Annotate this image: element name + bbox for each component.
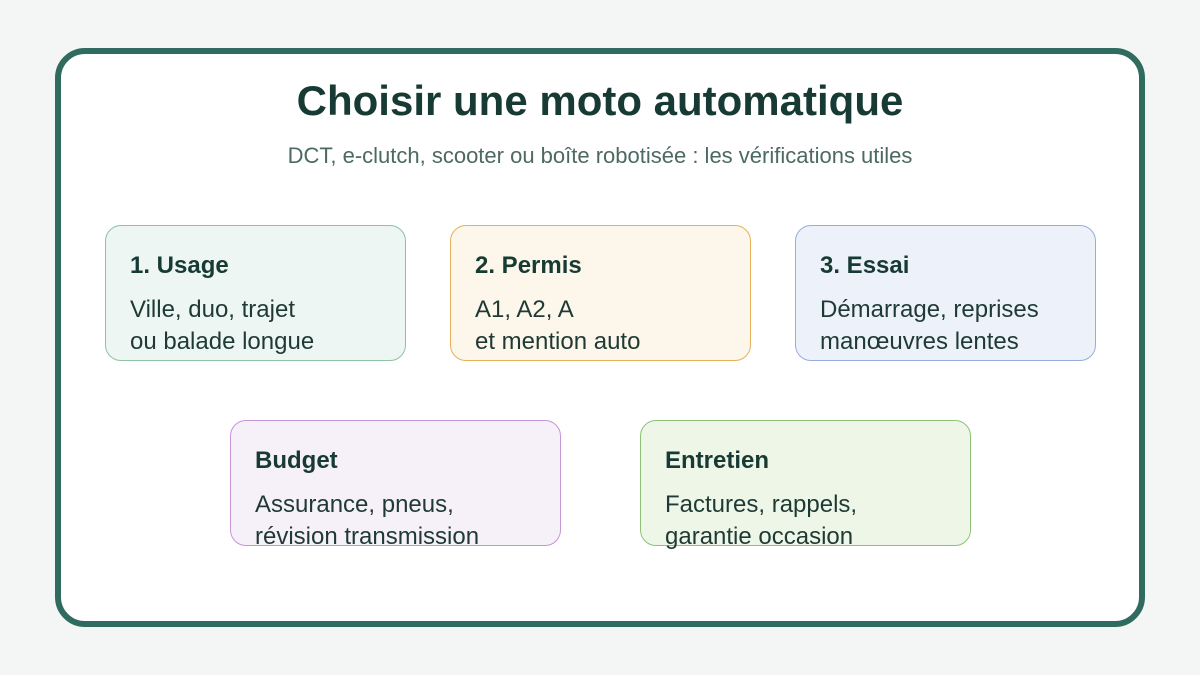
card-budget-line-2: révision transmission bbox=[255, 523, 480, 550]
card-budget bbox=[230, 420, 561, 550]
card-permis-title: 2. Permis bbox=[475, 252, 582, 279]
page-subtitle: DCT, e-clutch, scooter ou boîte robotisée : les vérifications utiles bbox=[287, 143, 913, 168]
card-usage-title: 1. Usage bbox=[130, 252, 229, 279]
card-usage-line-2: ou balade longue bbox=[130, 328, 315, 355]
card-entretien-line-1: Factures, rappels, bbox=[665, 491, 858, 518]
page-title: Choisir une moto automatique bbox=[296, 77, 904, 124]
card-permis bbox=[450, 225, 751, 361]
card-usage-line-1: Ville, duo, trajet bbox=[130, 296, 295, 323]
card-budget-line-1: Assurance, pneus, bbox=[255, 491, 454, 518]
card-permis-line-1: A1, A2, A bbox=[475, 296, 574, 323]
card-permis-line-2: et mention auto bbox=[475, 328, 641, 355]
card-essai-line-1: Démarrage, reprises bbox=[820, 296, 1039, 323]
card-entretien-title: Entretien bbox=[665, 447, 770, 474]
card-budget-title: Budget bbox=[255, 447, 338, 474]
card-entretien bbox=[640, 420, 971, 550]
card-usage bbox=[105, 225, 406, 361]
card-essai-line-2: manœuvres lentes bbox=[820, 328, 1019, 355]
card-essai-title: 3. Essai bbox=[820, 252, 910, 279]
card-essai bbox=[795, 225, 1096, 361]
card-entretien-line-2: garantie occasion bbox=[665, 523, 854, 550]
